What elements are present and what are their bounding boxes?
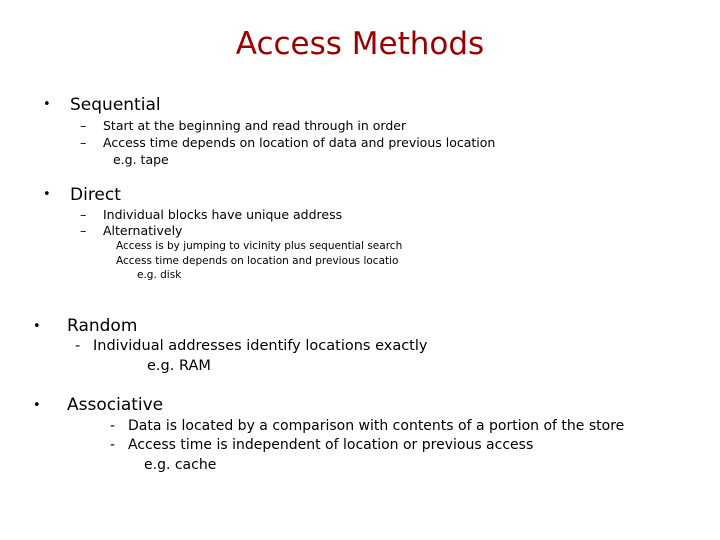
direct-example: e.g. disk bbox=[137, 269, 182, 281]
heading-associative: Associative bbox=[67, 395, 164, 415]
dash-icon: – bbox=[80, 223, 87, 238]
sequential-example: e.g. tape bbox=[113, 152, 169, 167]
random-example: e.g. RAM bbox=[147, 358, 211, 374]
dash-icon: - bbox=[75, 338, 81, 354]
direct-point-2: Alternatively bbox=[103, 223, 183, 238]
heading-direct: Direct bbox=[70, 185, 121, 205]
bullet-icon: • bbox=[33, 398, 41, 413]
random-point-1: Individual addresses identify locations exactly bbox=[93, 338, 428, 354]
associative-example: e.g. cache bbox=[144, 457, 217, 473]
sequential-point-2: Access time depends on location of data and previous location bbox=[103, 135, 496, 150]
sequential-point-1: Start at the beginning and read through in order bbox=[103, 118, 407, 133]
bullet-icon: • bbox=[43, 187, 51, 202]
heading-random: Random bbox=[67, 316, 138, 336]
direct-subpoint-1: Access is by jumping to vicinity plus sequential search bbox=[116, 240, 403, 252]
direct-point-1: Individual blocks have unique address bbox=[103, 207, 343, 222]
heading-sequential: Sequential bbox=[70, 95, 161, 115]
dash-icon: - bbox=[110, 418, 116, 434]
dash-icon: – bbox=[80, 207, 87, 222]
bullet-icon: • bbox=[33, 319, 41, 334]
dash-icon: – bbox=[80, 135, 87, 150]
direct-subpoint-2: Access time depends on location and previous locatio bbox=[116, 255, 399, 267]
associative-point-2: Access time is independent of location or previous access bbox=[128, 437, 534, 453]
bullet-icon: • bbox=[43, 97, 51, 112]
associative-point-1: Data is located by a comparison with contents of a portion of the store bbox=[128, 418, 625, 434]
dash-icon: – bbox=[80, 118, 87, 133]
slide-title: Access Methods bbox=[235, 26, 485, 62]
dash-icon: - bbox=[110, 437, 116, 453]
